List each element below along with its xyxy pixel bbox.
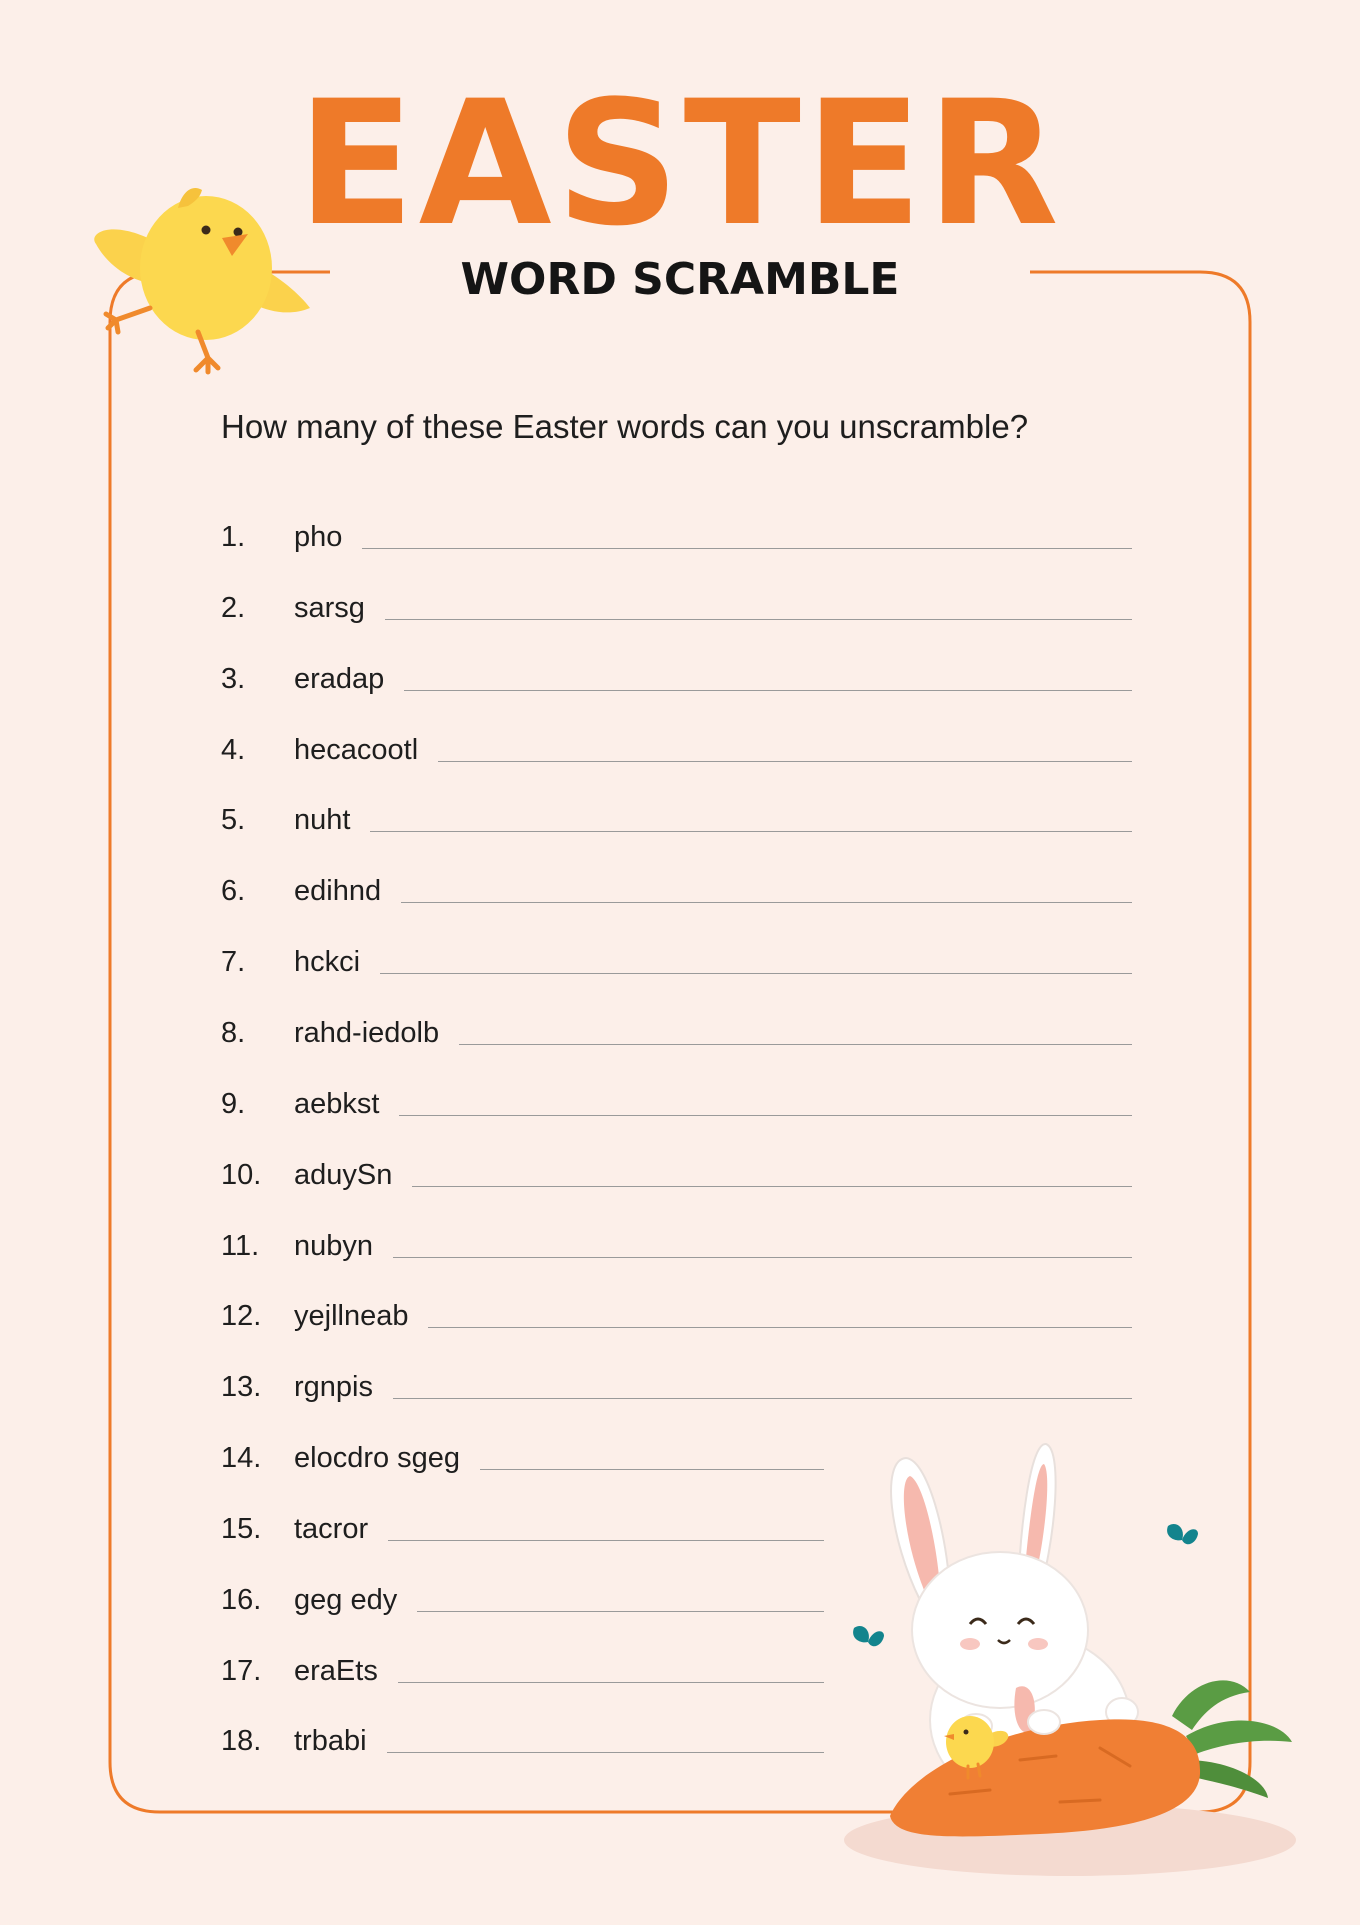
answer-line[interactable]: [428, 1327, 1132, 1328]
scrambled-word: hckci: [294, 946, 361, 979]
scrambled-word: aduySn: [294, 1158, 393, 1191]
scrambled-word: elocdro sgeg: [294, 1442, 461, 1475]
list-item: [221, 1296, 1141, 1336]
list-item: [221, 517, 1141, 557]
list-item: [221, 1367, 1141, 1407]
scrambled-word: aebkst: [294, 1087, 380, 1120]
item-number: 3.: [221, 662, 246, 695]
item-number: 17.: [221, 1654, 262, 1687]
scrambled-word: hecacootl: [294, 733, 419, 766]
list-item: [221, 659, 1141, 699]
item-number: 15.: [221, 1512, 262, 1545]
scrambled-word: rgnpis: [294, 1371, 373, 1404]
scrambled-word: tacror: [294, 1512, 369, 1545]
item-number: 1.: [221, 521, 246, 553]
answer-line[interactable]: [393, 1257, 1132, 1258]
chick-illustration: [88, 168, 318, 380]
scrambled-word: eraEts: [294, 1654, 378, 1687]
item-number: 2.: [221, 591, 246, 624]
answer-line[interactable]: [388, 1540, 824, 1541]
scrambled-word: nubyn: [294, 1229, 374, 1262]
answer-line[interactable]: [385, 619, 1132, 620]
item-number: 8.: [221, 1016, 246, 1049]
answer-line[interactable]: [480, 1469, 824, 1470]
answer-line[interactable]: [399, 1115, 1132, 1116]
scrambled-word: nuht: [294, 804, 351, 837]
answer-line[interactable]: [459, 1044, 1132, 1045]
answer-line[interactable]: [393, 1398, 1132, 1399]
list-item: [221, 871, 1141, 911]
answer-line[interactable]: [370, 831, 1132, 832]
list-item: [221, 1226, 1141, 1266]
item-number: 13.: [221, 1371, 262, 1404]
list-item: [221, 942, 1141, 982]
item-number: 14.: [221, 1442, 262, 1475]
item-number: 9.: [221, 1087, 246, 1120]
answer-line[interactable]: [398, 1682, 824, 1683]
list-item: [221, 1155, 1141, 1195]
list-item: [221, 730, 1141, 770]
answer-line[interactable]: [387, 1752, 824, 1753]
list-item: [221, 588, 1141, 628]
page-title: EASTER: [297, 63, 1063, 264]
answer-line[interactable]: [412, 1186, 1132, 1187]
page-subtitle: WORD SCRAMBLE: [460, 254, 900, 305]
scrambled-word: eradap: [294, 662, 385, 695]
answer-line[interactable]: [401, 902, 1132, 903]
item-number: 5.: [221, 804, 246, 837]
scrambled-word: edihnd: [294, 875, 382, 908]
scrambled-word: pho: [294, 521, 343, 553]
item-number: 6.: [221, 875, 246, 908]
item-number: 4.: [221, 733, 246, 766]
answer-line[interactable]: [380, 973, 1132, 974]
item-number: 18.: [221, 1725, 262, 1758]
scrambled-word: sarsg: [294, 591, 365, 624]
answer-line[interactable]: [404, 690, 1132, 691]
answer-line[interactable]: [417, 1611, 824, 1612]
answer-line[interactable]: [362, 548, 1132, 549]
scrambled-word: trbabi: [294, 1725, 367, 1758]
answer-line[interactable]: [438, 761, 1132, 762]
item-number: 11.: [221, 1229, 260, 1262]
scrambled-word: yejllneab: [294, 1300, 409, 1333]
list-item: [221, 1013, 1141, 1053]
item-number: 10.: [221, 1158, 262, 1191]
scrambled-word: geg edy: [294, 1583, 398, 1616]
list-item: [221, 800, 1141, 840]
instructions-text: How many of these Easter words can you unscramble?: [221, 408, 1029, 445]
bunny-illustration: [800, 1430, 1300, 1880]
scrambled-word: rahd-iedolb: [294, 1016, 440, 1049]
item-number: 12.: [221, 1300, 262, 1333]
item-number: 16.: [221, 1583, 262, 1616]
small-chick-illustration: [934, 1702, 1014, 1782]
item-number: 7.: [221, 946, 246, 979]
list-item: [221, 1084, 1141, 1124]
